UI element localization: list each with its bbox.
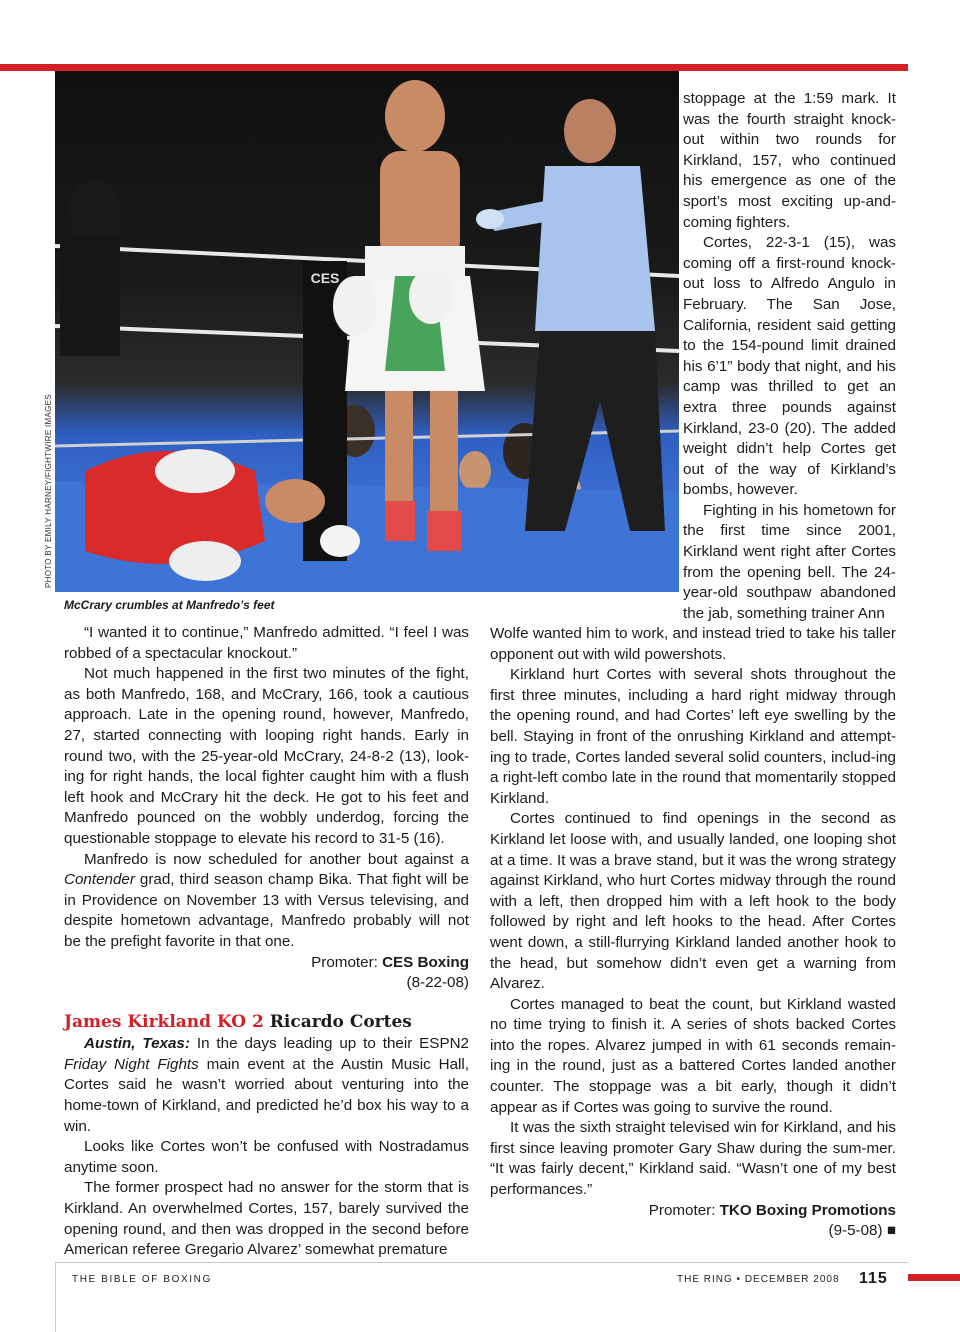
paragraph: The former prospect had no answer for the storm that is Kirkland. An overwhelmed Cortes, 157, barely survived the opening round, and then was dropped in the second before American referee Gregario Alvarez’ somewhat premature xyxy=(64,1179,469,1259)
promoter-line: Promoter: CES Boxing xyxy=(311,953,469,971)
fight-headline: James Kirkland KO 2 Ricardo Cortes xyxy=(64,1011,412,1032)
left-column xyxy=(64,623,469,1261)
paragraph: Kirkland hurt Cortes with several shots throughout the first three minutes, including a hard right midway through the opening round, and had Cortes’ left eye swelling by the bell. Staying in front of the onrushing Kirkland and attempt-ing to trade, Cortes landed several solid counters, includ-ing a right-left combo late in the round that momentarily stopped Kirkland. xyxy=(490,666,896,807)
paragraph: Cortes managed to beat the count, but Kirkland wasted no time trying to finish it. A series of shots backed Cortes into the ropes. Alvarez jumped in with 61 seconds remain-ing in the round, just as a battered Cortes landed another counter. The stoppage was a bit early, though it didn’t appear as if Cortes was going to survive the round. xyxy=(490,995,896,1116)
right-column xyxy=(490,624,896,1242)
paragraph: “I wanted it to continue,” Manfredo admitted. “I feel I was robbed of a spectacular knockout.” xyxy=(64,624,469,662)
end-mark-icon: ■ xyxy=(886,1222,896,1240)
paragraph: Fighting in his hometown for the first time since 2001, Kirkland went right after Cortes from the opening bell. The 24-year-old southpaw abandoned the jab, something trainer Ann xyxy=(683,501,896,622)
paragraph: It was the sixth straight televised win for Kirkland, and his first since leaving promoter Gary Shaw during the sum-mer. “It was fairly decent,” Kirkland said. “Wasn’t one of my best performances.” xyxy=(490,1119,896,1199)
paragraph: Not much happened in the first two minutes of the fight, as both Manfredo, 168, and McCrary, 166, took a cautious approach. Late in the opening round, however, Manfredo, 27, started connecting with looping right hands. Early in round two, with the 25-year-old McCrary, 24-8-2 (13), look-ing for right hands, the local fighter caught him with a flush left hook and McCrary hit the deck. He got to his feet and Manfredo pounced on the wobbly underdog, forcing the questionable stoppage to elevate his record to 31-5 (16). xyxy=(64,665,469,847)
footer-vertical-rule xyxy=(55,1262,56,1332)
photo-caption: McCrary crumbles at Manfredo’s feet xyxy=(64,598,275,612)
paragraph: Cortes continued to find openings in the second as Kirkland let loose with, and usually landed, one looping shot at a time. It was a brave stand, but it was the wrong strategy against Kirkland, who hurt Cortes midway through the round with a left, then dropped him with a left hook to the body followed by right and left hooks to the head. After Cortes went down, a still-flurrying Kirkland landed another hook to the head, but somehow didn’t even get a warning from Alvarez. xyxy=(490,810,896,993)
boxing-photo xyxy=(55,71,679,592)
photo-credit: PHOTO BY EMILY HARNEY/FIGHTWIRE IMAGES xyxy=(44,394,53,588)
footer-red-tab xyxy=(908,1274,960,1281)
paragraph: Cortes, 22-3-1 (15), was coming off a first-round knock-out loss to Alfredo Angulo in February. The San Jose, California, resident said getting to the 154-pound limit drained his 6’1” body that night, and his camp was thrilled to get an extra three pounds against Kirkland, 23-0 (20). The added weight didn’t help Cortes get out of the way of Kirkland’s bombs, however. xyxy=(683,234,896,499)
paragraph: stoppage at the 1:59 mark. It was the fourth straight knock-out within two rounds for Kirkland, 157, who continued his emergence as one of the sport’s most exciting up-and-coming fighters. xyxy=(683,90,896,231)
footer-right: THE RING • DECEMBER 2008 xyxy=(677,1274,840,1285)
paragraph: Wolfe wanted him to work, and instead tried to take his taller opponent out with wild powershots. xyxy=(490,625,896,663)
paragraph: Austin, Texas: In the days leading up to their ESPN2 Friday Night Fights main event at the Austin Music Hall, Cortes said he wasn’t worried about venturing into the home-town of Kirkland, and predicted he’d box his way to a win. xyxy=(64,1035,469,1135)
top-right-column xyxy=(683,89,896,624)
corner-pad-text: CES xyxy=(310,270,340,286)
top-red-rule xyxy=(0,64,908,71)
promoter-date: (8-22-08) xyxy=(406,974,469,992)
promoter-line: Promoter: TKO Boxing Promotions xyxy=(648,1201,896,1219)
promoter-date: (9-5-08) ■ xyxy=(828,1222,896,1240)
paragraph: Manfredo is now scheduled for another bout against a Contender grad, third season champ Bika. That fight will be in Providence on November 13 with Versus televising, and despite hometown advantage, Manfredo probably will not be the prefight favorite in that one. xyxy=(64,850,469,950)
footer-left: THE BIBLE OF BOXING xyxy=(72,1274,212,1285)
paragraph: Looks like Cortes won’t be confused with Nostradamus anytime soon. xyxy=(64,1138,469,1176)
footer-rule xyxy=(55,1262,908,1263)
page-number: 115 xyxy=(859,1270,888,1287)
